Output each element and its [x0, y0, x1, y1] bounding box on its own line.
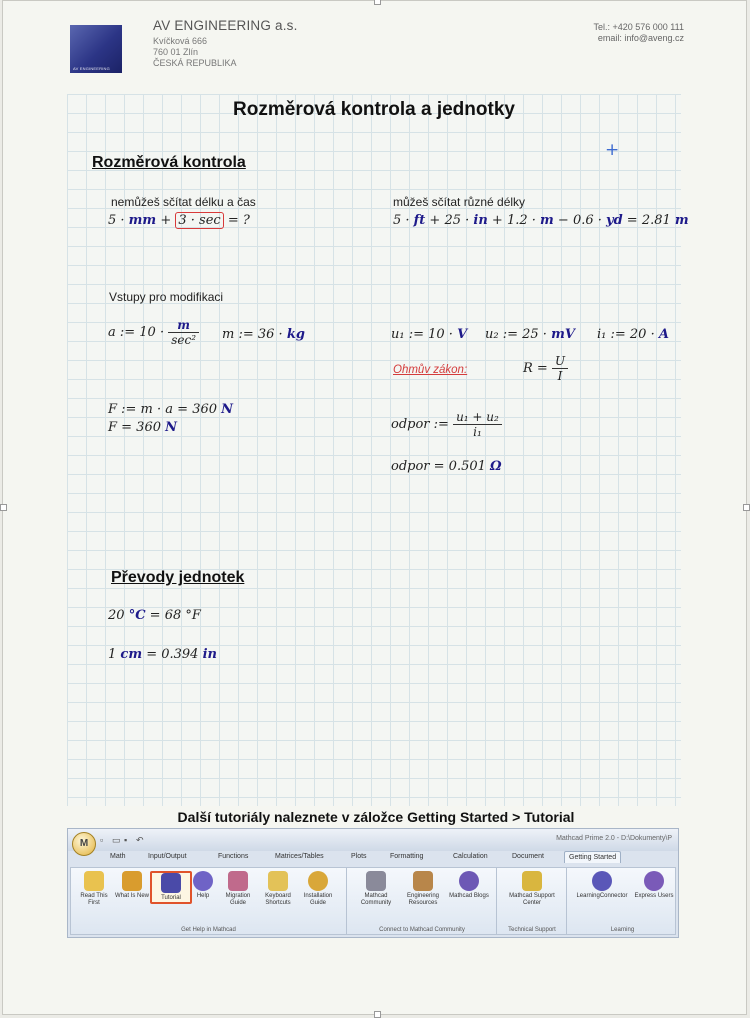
tab-getting-started[interactable]: Getting Started: [564, 851, 621, 863]
ohm-law-link[interactable]: Ohmův zákon:: [393, 364, 468, 376]
support-center-button[interactable]: Mathcad Support Center: [504, 871, 560, 907]
math-def-R[interactable]: R = $\frac{U}{I}$: [523, 354, 568, 383]
company-block: [153, 19, 298, 69]
help-icon: [193, 871, 213, 891]
migration-icon: [228, 871, 248, 891]
math-def-F[interactable]: F := m · a = 360 N: [108, 402, 234, 417]
resize-handle-bottom[interactable]: [374, 1011, 381, 1018]
group-learning: [568, 868, 677, 934]
new-icon[interactable]: ▫: [100, 835, 104, 845]
company-address: [153, 36, 298, 69]
engineering-resources-button[interactable]: Engineering Resources: [400, 871, 446, 907]
math-def-i1[interactable]: i₁ := 20 · A: [597, 327, 669, 342]
support-icon: [522, 871, 542, 891]
math-conversion-length[interactable]: 1 cm = 0.394 in: [108, 647, 217, 662]
resources-icon: [413, 871, 433, 891]
group-get-help: [71, 868, 347, 934]
undo-icon[interactable]: ↶: [136, 835, 144, 845]
math-conversion-temperature[interactable]: 20 °C = 68 °F: [108, 608, 201, 623]
contact-block: [594, 22, 685, 44]
math-def-m[interactable]: m := 36 · kg: [222, 327, 305, 342]
community-icon: [366, 871, 386, 891]
math-eval-F[interactable]: F = 360 N: [108, 420, 178, 435]
tab-document[interactable]: Document: [512, 853, 544, 860]
math-def-odpor[interactable]: odpor := $\frac{\text{u₁ + u₂}}{\text{i₁}}$: [391, 410, 502, 439]
tab-matrices-tables[interactable]: Matrices/Tables: [275, 853, 324, 860]
unit-mm: mm: [128, 213, 157, 228]
mathcad-community-button[interactable]: Mathcad Community: [354, 871, 398, 907]
worksheet[interactable]: [67, 94, 689, 806]
keyboard-icon: [268, 871, 288, 891]
installation-icon: [308, 871, 328, 891]
phone: Tel.: +420 576 000 111: [593, 22, 684, 32]
crosshair-cursor-icon: +: [605, 140, 620, 160]
section-heading-dimension-check: Rozměrová kontrola: [92, 154, 246, 171]
group-label: Learning: [610, 927, 635, 933]
address-line: 760 01 Zlín: [153, 46, 199, 57]
mathcad-blogs-button[interactable]: Mathcad Blogs: [448, 871, 490, 900]
tab-calculation[interactable]: Calculation: [453, 853, 488, 860]
save-icon[interactable]: ▪: [124, 835, 128, 845]
worksheet-title: Rozměrová kontrola a jednotky: [233, 99, 515, 120]
tab-math[interactable]: Math: [110, 853, 126, 860]
math-eval-odpor[interactable]: odpor = 0.501 Ω: [391, 459, 502, 474]
address-line: ČESKÁ REPUBLIKA: [153, 57, 237, 68]
section-heading-unit-conversion: Převody jednotek: [111, 569, 245, 586]
address-line: Kvíčková 666: [153, 35, 208, 46]
document-page: [2, 0, 747, 1015]
resize-handle-right[interactable]: [743, 504, 750, 511]
blog-icon: [459, 871, 479, 891]
migration-guide-button[interactable]: Migration Guide: [219, 871, 257, 907]
resize-handle-left[interactable]: [0, 504, 7, 511]
group-community: [348, 868, 497, 934]
help-button[interactable]: Help: [188, 871, 218, 900]
math-def-u1[interactable]: u₁ := 10 · V: [391, 327, 468, 342]
company-name: AV ENGINEERING a.s.: [153, 18, 298, 33]
what-is-new-button[interactable]: What Is New: [113, 871, 151, 900]
resize-handle-top[interactable]: [374, 0, 381, 5]
ribbon-titlebar: [68, 829, 678, 851]
error-highlight: 3 · sec: [175, 212, 223, 229]
mathcad-ribbon-screenshot: [67, 828, 679, 938]
math-region-error[interactable]: 5 · mm + 3 · sec = ?: [108, 213, 250, 228]
installation-guide-button[interactable]: Installation Guide: [299, 871, 337, 907]
express-users-icon: [644, 871, 664, 891]
footer-note: Další tutoriály naleznete v záložce Getting Started > Tutorial: [177, 809, 575, 825]
tab-plots[interactable]: Plots: [351, 853, 367, 860]
note-left: nemůžeš sčítat délku a čas: [111, 195, 256, 209]
learning-connector-button[interactable]: LearningConnector: [572, 871, 632, 900]
math-def-a[interactable]: a := 10 · $\frac{m}{\text{sec²}}$: [108, 318, 199, 347]
group-label: Get Help in Mathcad: [181, 927, 236, 933]
group-label: Technical Support: [508, 927, 556, 933]
new-features-icon: [122, 871, 142, 891]
graduation-cap-icon: [161, 873, 181, 893]
keyboard-shortcuts-button[interactable]: Keyboard Shortcuts: [259, 871, 297, 907]
math-def-u2[interactable]: u₂ := 25 · mV: [485, 327, 575, 342]
checklist-icon: [84, 871, 104, 891]
logo-wordmark: AV ENGINEERING: [73, 66, 110, 71]
open-folder-icon[interactable]: ▭: [112, 835, 121, 845]
tab-functions[interactable]: Functions: [218, 853, 249, 860]
inputs-label: Vstupy pro modifikaci: [109, 290, 224, 304]
learning-connector-icon: [592, 871, 612, 891]
group-technical-support: [498, 868, 567, 934]
math-region-lengths[interactable]: 5 · ft + 25 · in + 1.2 · m − 0.6 · yd = 2.81 m: [393, 213, 689, 228]
ribbon-body: [70, 867, 676, 935]
express-users-button[interactable]: Express Users: [634, 871, 674, 900]
read-this-first-button[interactable]: Read This First: [75, 871, 113, 907]
tab-formatting[interactable]: Formatting: [390, 853, 424, 860]
email: email: info@aveng.cz: [597, 33, 684, 43]
company-logo: [70, 25, 122, 73]
window-title: Mathcad Prime 2.0 - D:\Dokumenty\P: [556, 835, 672, 842]
app-menu-button[interactable]: M: [72, 832, 96, 856]
group-label: Connect to Mathcad Community: [379, 927, 465, 933]
note-right: můžeš sčítat různé délky: [393, 195, 526, 209]
tutorial-button[interactable]: Tutorial: [150, 871, 192, 904]
tab-input-output[interactable]: Input/Output: [148, 853, 187, 860]
